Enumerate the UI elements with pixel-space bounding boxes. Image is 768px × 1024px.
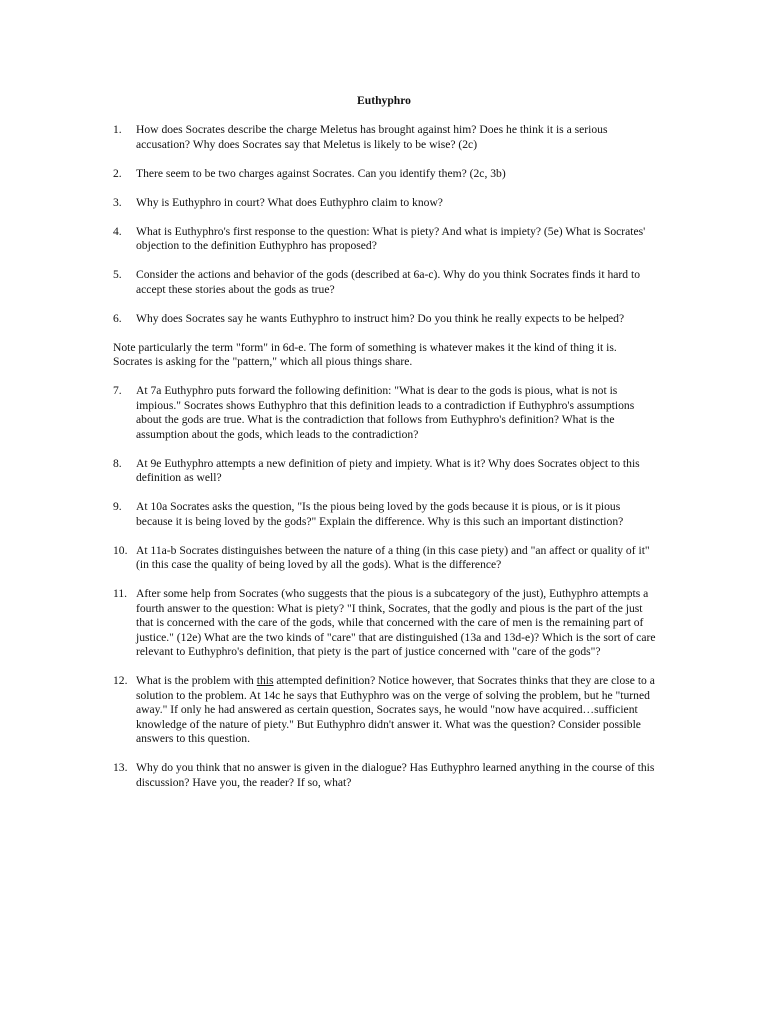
question-text-rest: attempted definition? Notice however, that Socrates thinks that they are close to a solution to the problem. At 14c he says that Euthyphro was on the verge of solving the problem, but he "turned away." If only he had answered as certain question, Socrates says, he would "now have acquired…sufficient knowledge of the nature of piety." But Euthyphro didn't answer it. What was the question? Consider possible answers to this question. xyxy=(136,674,655,745)
question-number: 6. xyxy=(113,311,122,325)
question-item xyxy=(113,123,658,152)
question-number: 3. xyxy=(113,195,122,209)
page-title: Euthyphro xyxy=(357,94,411,107)
question-text xyxy=(136,674,658,747)
question-number: 12. xyxy=(113,674,128,687)
question-item xyxy=(113,384,658,442)
question-item xyxy=(113,457,658,486)
note-paragraph: Note particularly the term "form" in 6d-e. The form of something is whatever makes it the kind of thing it is. Socrates is asking for the "pattern," which all pious things share. xyxy=(113,340,617,368)
question-text: How does Socrates describe the charge Meletus has brought against him? Does he think it is a serious accusation? Why does Socrates say that Meletus is likely to be wise? (2c) xyxy=(136,123,608,151)
question-text: At 11a-b Socrates distinguishes between the nature of a thing (in this case piety) and "an affect or quality of it" (in this case the quality of being loved by all the gods). What is the difference? xyxy=(136,543,650,571)
question-item xyxy=(113,674,658,747)
question-text: Consider the actions and behavior of the gods (described at 6a-c). Why do you think Socrates finds it hard to accept these stories about the gods as true? xyxy=(136,268,640,296)
question-item xyxy=(113,544,658,573)
question-number: 10. xyxy=(113,543,128,557)
question-number: 2. xyxy=(113,166,122,180)
question-item xyxy=(113,312,658,327)
question-text: Why do you think that no answer is given in the dialogue? Has Euthyphro learned anything in the course of this discussion? Have you, the reader? If so, what? xyxy=(136,761,655,789)
question-text: At 7a Euthyphro puts forward the following definition: "What is dear to the gods is pious, what is not is impious." Socrates shows Euthyphro that this definition leads to a contradiction if Euthyphro's assumptions about the gods are true. What is the contradiction that follows from Euthyphro's definition? What is the assumption about the gods, which leads to the contradiction? xyxy=(136,384,635,441)
question-text: What is Euthyphro's first response to the question: What is piety? And what is impiety? (5e) What is Socrates' objection to the definition Euthyphro has proposed? xyxy=(136,224,646,252)
question-item xyxy=(113,196,658,211)
question-number: 7. xyxy=(113,384,122,397)
question-number: 9. xyxy=(113,500,122,513)
question-number: 8. xyxy=(113,456,122,470)
question-text: There seem to be two charges against Socrates. Can you identify them? (2c, 3b) xyxy=(136,166,506,180)
question-text-start: What is the problem with xyxy=(136,674,257,687)
question-text: At 10a Socrates asks the question, "Is the pious being loved by the gods because it is pious, or is it pious because it is being loved by the gods?" Explain the difference. Why is this such an important distinction? xyxy=(136,500,624,528)
question-number: 13. xyxy=(113,761,128,774)
question-item xyxy=(113,225,658,254)
question-item xyxy=(113,268,658,297)
question-number: 1. xyxy=(113,123,122,136)
underlined-word: this xyxy=(256,674,274,687)
question-item xyxy=(113,761,658,790)
question-number: 5. xyxy=(113,268,122,281)
question-text: Why does Socrates say he wants Euthyphro to instruct him? Do you think he really expects to be helped? xyxy=(136,311,625,325)
question-item xyxy=(113,167,658,182)
question-item xyxy=(113,500,658,529)
question-text: Why is Euthyphro in court? What does Euthyphro claim to know? xyxy=(136,195,443,209)
question-list xyxy=(113,123,658,805)
question-item xyxy=(113,587,658,660)
question-text: At 9e Euthyphro attempts a new definition of piety and impiety. What is it? Why does Socrates object to this definition as well? xyxy=(136,456,640,484)
question-number: 4. xyxy=(113,224,122,238)
question-number: 11. xyxy=(113,587,128,600)
question-text: After some help from Socrates (who suggests that the pious is a subcategory of the just), Euthyphro attempts a fourth answer to the question: What is piety? "I think, Socrates, that the godly and pious is the part of the just that is concerned with the care of the gods, while that concerned with the care of men is the remaining part of justice." (12e) What are the two kinds of "care" that are distinguished (13a and 13d-e)? Which is the sort of care relevant to Euthyphro's definition, that piety is the part of justice concerned with "care of the gods"? xyxy=(136,587,656,658)
